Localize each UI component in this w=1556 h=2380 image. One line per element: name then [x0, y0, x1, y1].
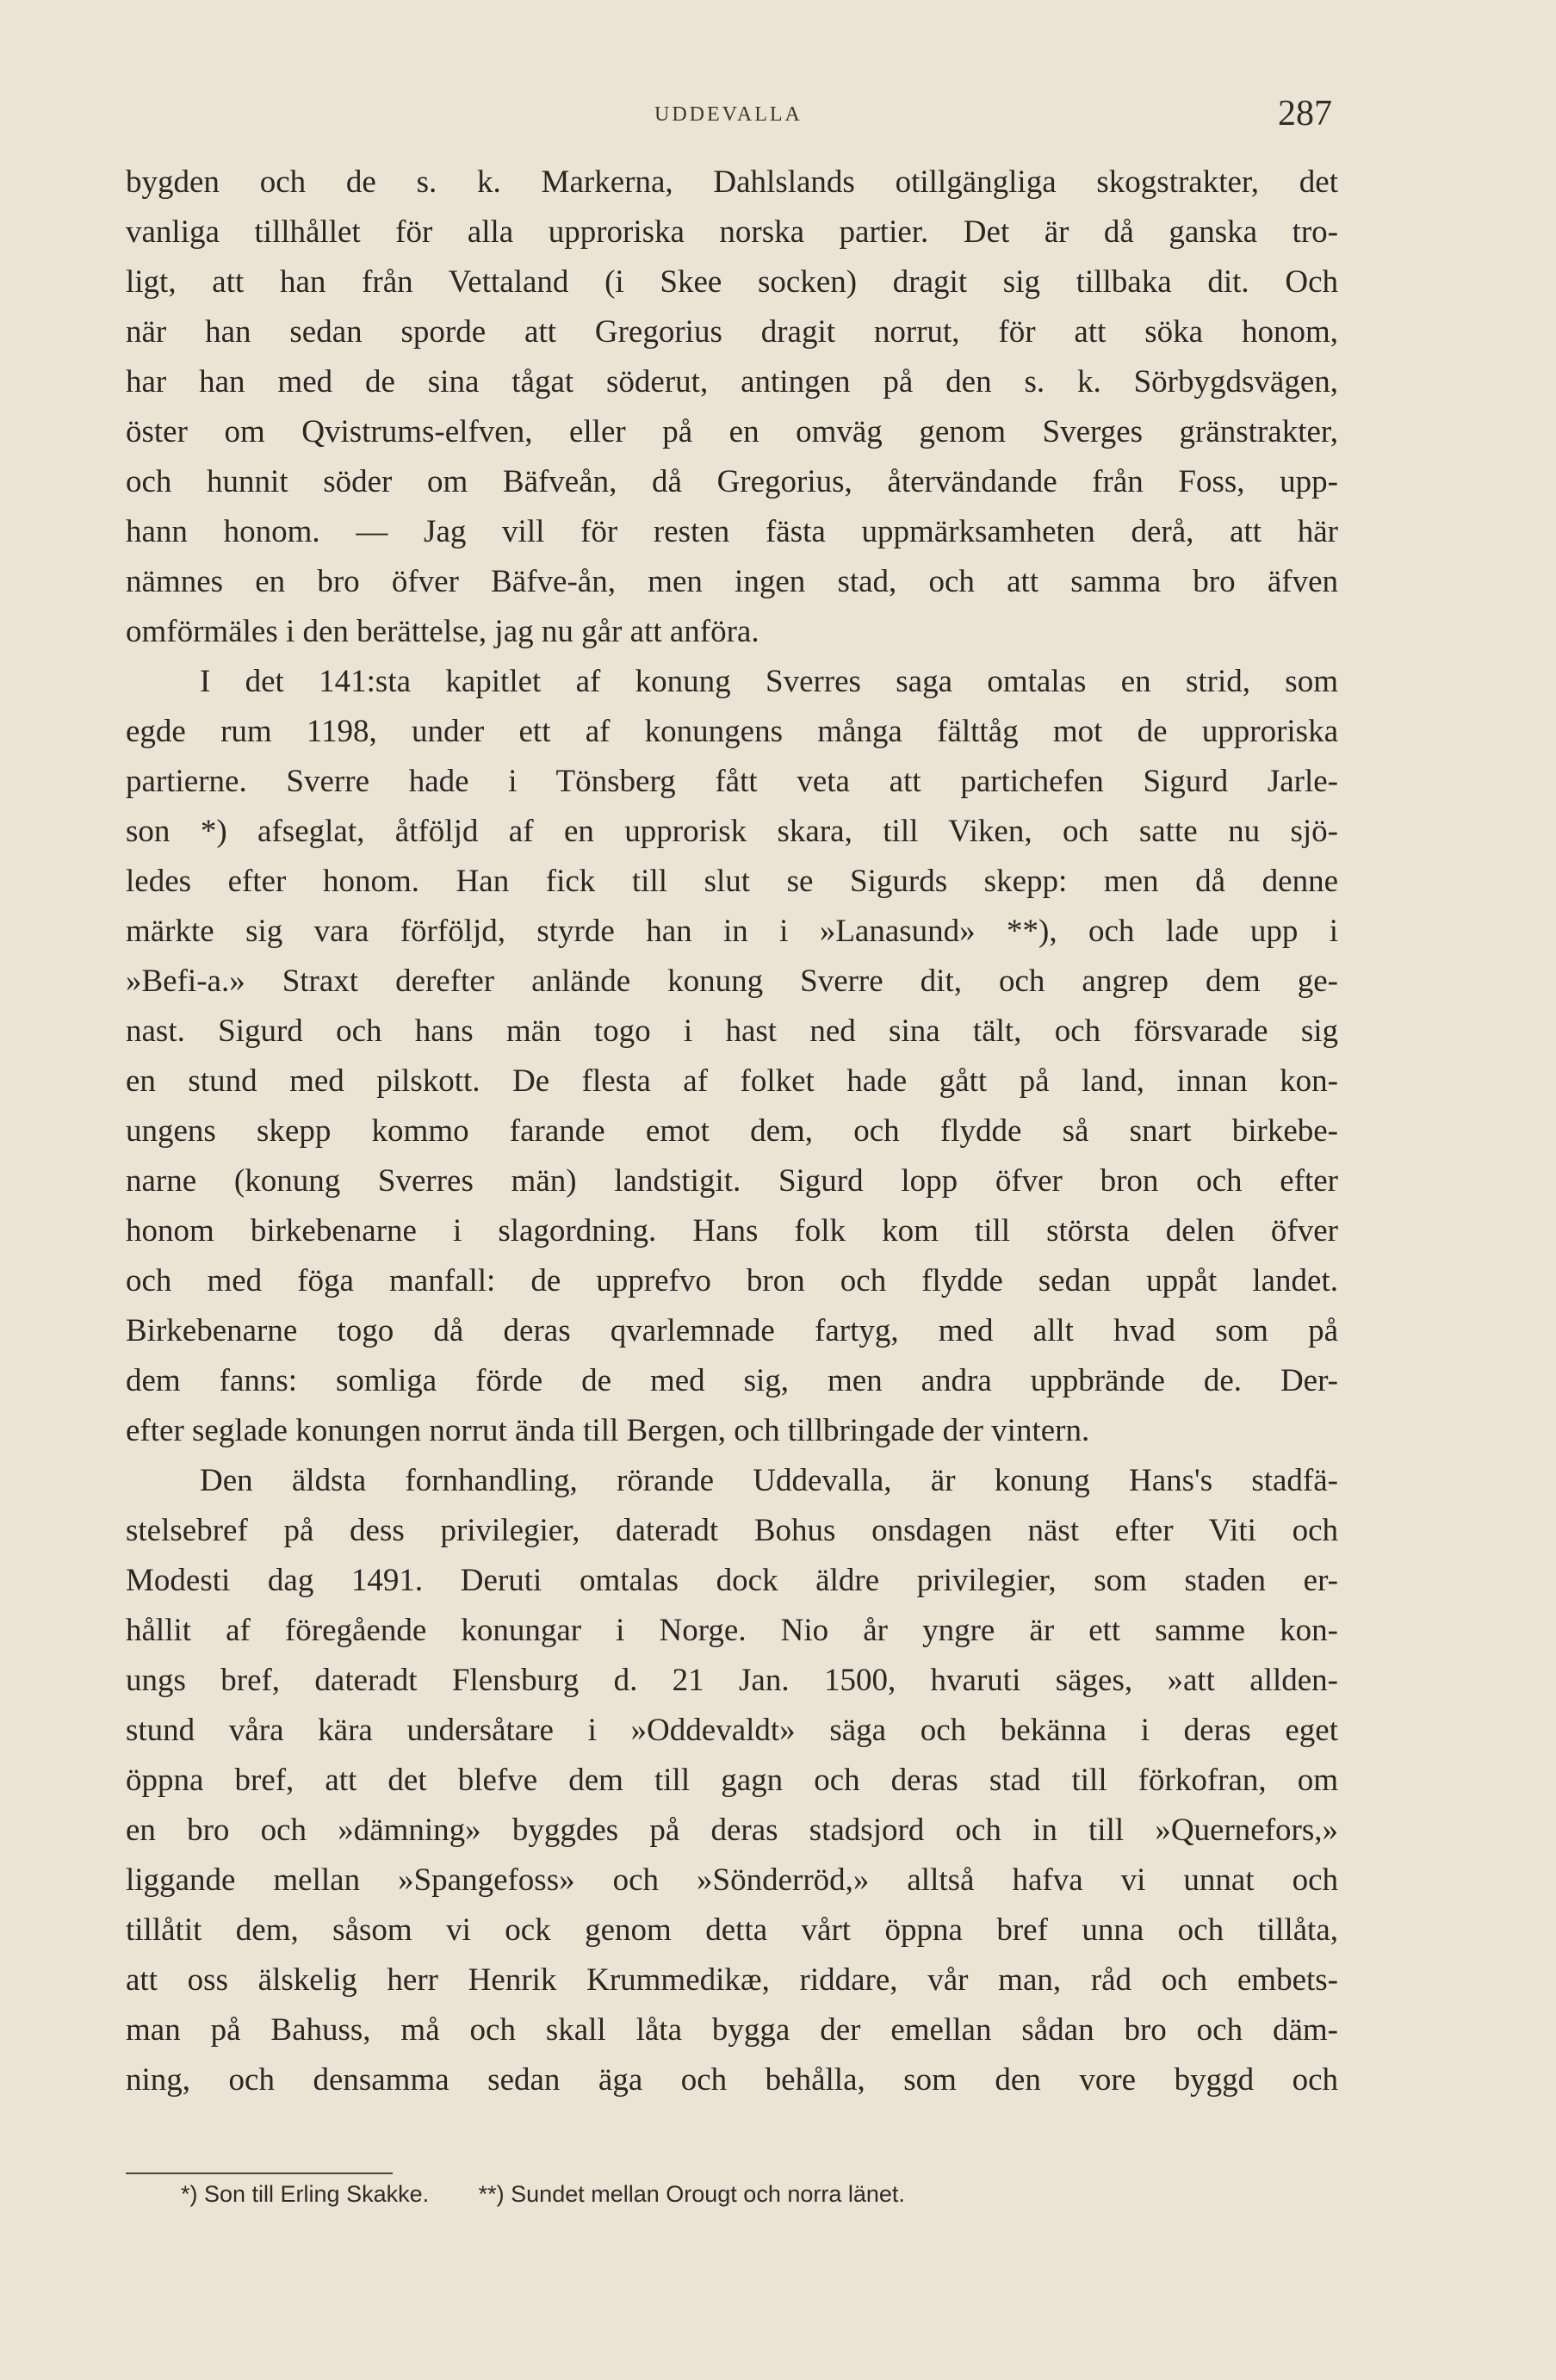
text-line: öster om Qvistrums-elfven, eller på en omväg genom Sverges gränstrakter, — [126, 414, 1338, 449]
text-line: när han sedan sporde att Gregorius dragit norrut, för att söka honom, — [126, 314, 1338, 350]
text-line: dem fanns: somliga förde de med sig, men andra uppbrände de. Der- — [126, 1363, 1338, 1398]
text-line: och med föga manfall: de upprefvo bron och flydde sedan uppåt landet. — [126, 1263, 1338, 1298]
text-line: att oss älskelig herr Henrik Krummedikæ, riddare, vår man, råd och embets- — [126, 1962, 1338, 1998]
text-line: märkte sig vara förföljd, styrde han in i »Lanasund» **), och lade upp i — [126, 914, 1338, 949]
text-line: honom birkebenarne i slagordning. Hans folk kom till största delen öfver — [126, 1213, 1338, 1249]
text-line: vanliga tillhållet för alla upproriska norska partier. Det är då ganska tro- — [126, 214, 1338, 250]
text-line: hållit af föregående konungar i Norge. Nio år yngre är ett samme kon- — [126, 1613, 1338, 1648]
text-line: son *) afseglat, åtföljd af en upprorisk skara, till Viken, och satte nu sjö- — [126, 814, 1338, 849]
text-line: »Befi-a.» Straxt derefter anlände konung Sverre dit, och angrep dem ge- — [126, 964, 1338, 999]
text-line: Modesti dag 1491. Deruti omtalas dock äldre privilegier, som staden er- — [126, 1563, 1338, 1598]
text-line: hann honom. — Jag vill för resten fästa uppmärksamheten derå, att här — [126, 514, 1338, 549]
text-line: egde rum 1198, under ett af konungens många fälttåg mot de upproriska — [126, 714, 1338, 749]
text-line: och hunnit söder om Bäfveån, då Gregorius, återvändande från Foss, upp- — [126, 464, 1338, 499]
text-line: stund våra kära undersåtare i »Oddevaldt» säga och bekänna i deras eget — [126, 1713, 1338, 1748]
text-line: narne (konung Sverres män) landstigit. Sigurd lopp öfver bron och efter — [126, 1163, 1338, 1199]
text-line: stelsebref på dess privilegier, dateradt Bohus onsdagen näst efter Viti och — [126, 1513, 1338, 1548]
page-number: 287 — [1278, 94, 1332, 133]
text-line: efter seglade konungen norrut ända till Bergen, och tillbringade der vintern. — [126, 1413, 1090, 1448]
text-line: nast. Sigurd och hans män togo i hast ned sina tält, och försvarade sig — [126, 1013, 1338, 1049]
body-text — [126, 158, 1338, 2105]
text-line: ligt, att han från Vettaland (i Skee socken) dragit sig tillbaka dit. Och — [126, 264, 1338, 300]
text-line: ungs bref, dateradt Flensburg d. 21 Jan. 1500, hvaruti säges, »att allden- — [126, 1663, 1338, 1698]
footnote: *) Son till Erling Skakke. — [181, 2181, 430, 2207]
footnote: **) Sundet mellan Orougt och norra länet. — [478, 2181, 905, 2207]
text-line: man på Bahuss, må och skall låta bygga der emellan sådan bro och däm- — [126, 2012, 1338, 2048]
text-line: en bro och »dämning» byggdes på deras stadsjord och in till »Quernefors,» — [126, 1813, 1338, 1848]
text-line: omförmäles i den berättelse, jag nu går att anföra. — [126, 614, 759, 649]
text-line: ledes efter honom. Han fick till slut se Sigurds skepp: men då denne — [126, 864, 1338, 899]
text-line: partierne. Sverre hade i Tönsberg fått veta att partichefen Sigurd Jarle- — [126, 764, 1338, 799]
text-line: liggande mellan »Spangefoss» och »Sönderröd,» alltså hafva vi unnat och — [126, 1862, 1338, 1898]
text-line: ungens skepp kommo farande emot dem, och flydde så snart birkebe- — [126, 1113, 1338, 1149]
text-line: tillåtit dem, såsom vi ock genom detta vårt öppna bref unna och tillåta, — [126, 1912, 1338, 1948]
text-line: Den äldsta fornhandling, rörande Uddevalla, är konung Hans's stadfä- — [200, 1463, 1338, 1498]
text-line: en stund med pilskott. De flesta af folket hade gått på land, innan kon- — [126, 1063, 1338, 1099]
text-line: har han med de sina tågat söderut, antingen på den s. k. Sörbygdsvägen, — [126, 364, 1338, 400]
text-line: I det 141:sta kapitlet af konung Sverres saga omtalas en strid, som — [200, 664, 1338, 699]
text-line: ning, och densamma sedan äga och behålla, som den vore byggd och — [126, 2062, 1338, 2098]
text-line: nämnes en bro öfver Bäfve-ån, men ingen stad, och att samma bro äfven — [126, 564, 1338, 599]
footnote-rule — [126, 2172, 393, 2174]
text-line: Birkebenarne togo då deras qvarlemnade fartyg, med allt hvad som på — [126, 1313, 1338, 1348]
footnotes — [181, 2181, 948, 2208]
running-head — [0, 93, 1556, 145]
running-title: UDDEVALLA — [654, 103, 803, 126]
text-line: bygden och de s. k. Markerna, Dahlslands otillgängliga skogstrakter, det — [126, 164, 1338, 200]
text-line: öppna bref, att det blefve dem till gagn och deras stad till förkofran, om — [126, 1763, 1338, 1798]
